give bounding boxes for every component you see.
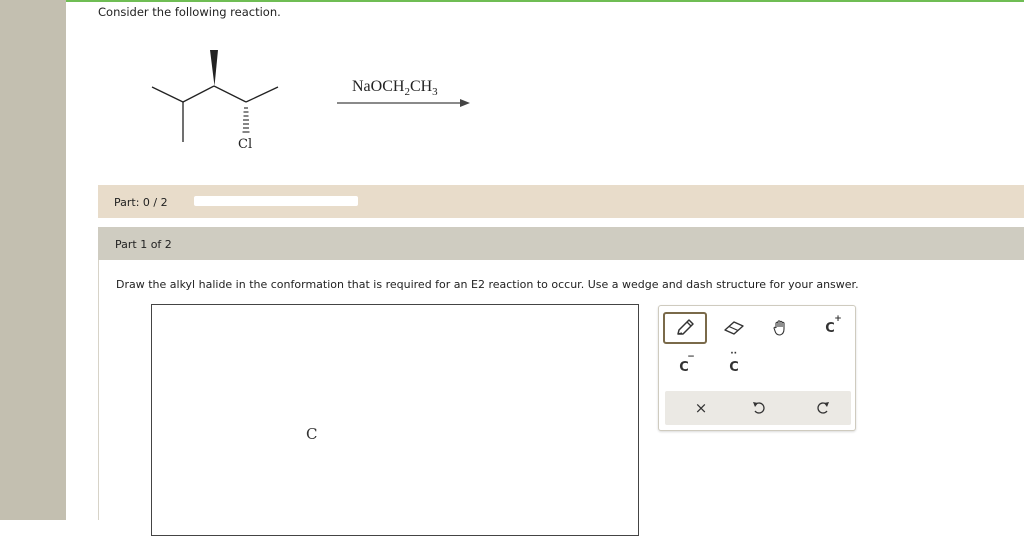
part-header (98, 227, 1024, 260)
wedge-bond (210, 50, 218, 86)
clear-button[interactable] (681, 393, 721, 423)
anion-glyph (679, 351, 695, 375)
drawing-canvas[interactable] (151, 304, 639, 536)
toolbar-action-row (665, 391, 851, 425)
progress-bar (194, 196, 358, 206)
reagent-part1: NaOCH (352, 78, 405, 95)
part-progress-label: Part: 0 / 2 (114, 196, 168, 209)
close-icon: × (694, 399, 708, 417)
canvas-atom-c[interactable]: C (306, 425, 318, 443)
anion-glyph-mod: − (687, 351, 695, 362)
reagent-sub1: 2 (404, 86, 410, 98)
chlorine-label: Cl (238, 137, 253, 152)
bond-left-upper (152, 87, 183, 102)
hand-icon (771, 318, 791, 338)
bond-c2-c3 (183, 86, 214, 102)
undo-icon (750, 399, 768, 417)
eraser-tool[interactable] (713, 313, 755, 343)
redo-icon (814, 399, 832, 417)
lone-pair-tool[interactable] (713, 348, 755, 382)
alkyl-halide-structure (140, 40, 290, 150)
cation-glyph-letter: C (825, 320, 835, 336)
left-sidebar-strip (0, 0, 66, 520)
anion-tool[interactable] (663, 352, 705, 382)
anion-glyph-letter: C (679, 359, 689, 375)
part-body (98, 260, 1024, 520)
part-header-label: Part 1 of 2 (115, 238, 172, 251)
drawing-toolbar (658, 305, 856, 431)
reagent-part2: CH (409, 78, 433, 95)
cation-tool[interactable] (809, 313, 851, 343)
hand-tool[interactable] (760, 313, 802, 343)
undo-button[interactable] (739, 393, 779, 423)
reaction-arrow (336, 96, 476, 110)
pencil-tool[interactable] (663, 312, 707, 344)
part-instruction: Draw the alkyl halide in the conformation that is required for an E2 reaction to occur. Use a wedge and dash structure for your answer. (116, 278, 859, 291)
bond-c4-methyl (246, 87, 278, 102)
redo-button[interactable] (803, 393, 843, 423)
cation-glyph-mod: + (834, 313, 842, 324)
question-intro: Consider the following reaction. (98, 5, 281, 19)
top-accent-line (66, 0, 1024, 2)
bond-c3-c4 (214, 86, 246, 102)
eraser-icon (722, 319, 746, 337)
lone-pair-glyph-letter: C (729, 359, 739, 375)
reagent-label (352, 78, 438, 98)
pencil-icon (674, 318, 696, 338)
part-progress-band (98, 185, 1024, 218)
dash-bond (243, 108, 250, 132)
cation-glyph (825, 313, 842, 336)
lone-pair-glyph (729, 348, 739, 375)
reagent-sub2: 3 (432, 86, 438, 98)
lone-pair-glyph-mod: ·· (730, 348, 738, 359)
